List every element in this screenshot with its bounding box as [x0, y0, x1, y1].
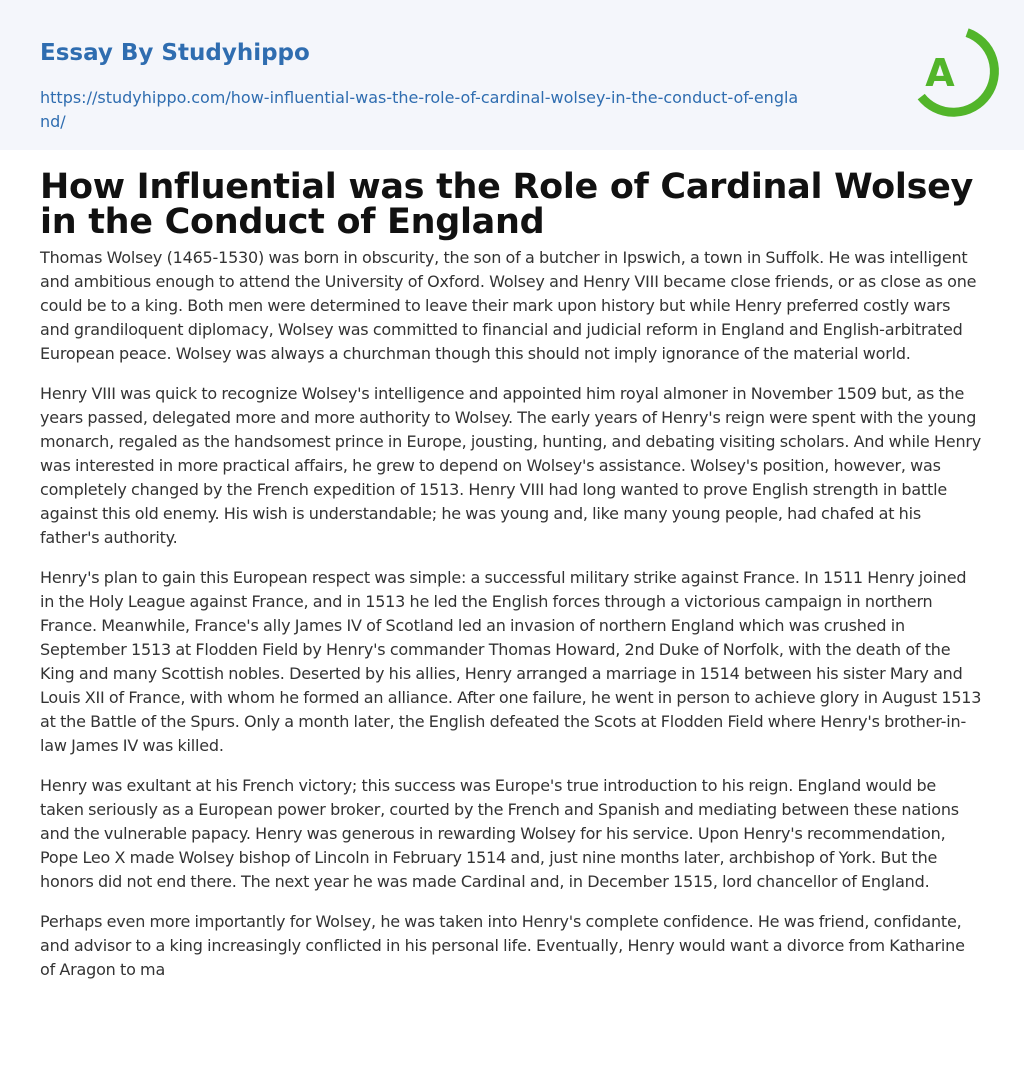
site-header	[0, 0, 1024, 150]
site-brand: Essay By Studyhippo	[40, 40, 310, 66]
studyhippo-logo-icon	[904, 22, 1004, 122]
source-url-link[interactable]: https://studyhippo.com/how-influential-was-the-role-of-cardinal-wolsey-in-the-conduct-of-england/	[40, 88, 799, 131]
article-paragraph: Henry's plan to gain this European respect was simple: a successful military strike against France. In 1511 Henry joined in the Holy League against France, and in 1513 he led the English forces through a victorious campaign in northern France. Meanwhile, France's ally James IV of Scotland led an invasion of northern England which was crushed in September 1513 at Flodden Field by Henry's commander Thomas Howard, 2nd Duke of Norfolk, with the death of the King and many Scottish nobles. Deserted by his allies, Henry arranged a marriage in 1514 between his sister Mary and Louis XII of France, with whom he formed an alliance. After one failure, he went in person to achieve glory in August 1513 at the Battle of the Spurs. Only a month later, the English defeated the Scots at Flodden Field where Henry's brother-in-law James IV was killed.	[40, 568, 982, 755]
article-title: How Influential was the Role of Cardinal Wolsey in the Conduct of England	[40, 167, 974, 242]
article-paragraph: Thomas Wolsey (1465-1530) was born in obscurity, the son of a butcher in Ipswich, a town in Suffolk. He was intelligent and ambitious enough to attend the University of Oxford. Wolsey and Henry VIII became close friends, or as close as one could be to a king. Both men were determined to leave their mark upon history but while Henry preferred costly wars and grandiloquent diplomacy, Wolsey was committed to financial and judicial reform in England and English-arbitrated European peace. Wolsey was always a churchman though this should not imply ignorance of the material world.	[40, 248, 977, 363]
logo-letter: A	[925, 51, 955, 95]
article-body	[0, 150, 1024, 982]
article-paragraph: Perhaps even more importantly for Wolsey, he was taken into Henry's complete confidence. He was friend, confidante, and advisor to a king increasingly conflicted in his personal life. Eventually, Henry would want a divorce from Katharine of Aragon to ma	[40, 912, 965, 979]
article-paragraph: Henry was exultant at his French victory; this success was Europe's true introduction to his reign. England would be taken seriously as a European power broker, courted by the French and Spanish and mediating between these nations and the vulnerable papacy. Henry was generous in rewarding Wolsey for his service. Upon Henry's recommendation, Pope Leo X made Wolsey bishop of Lincoln in February 1514 and, just nine months later, archbishop of York. But the honors did not end there. The next year he was made Cardinal and, in December 1515, lord chancellor of England.	[40, 776, 959, 891]
article-paragraph: Henry VIII was quick to recognize Wolsey's intelligence and appointed him royal almoner in November 1509 but, as the years passed, delegated more and more authority to Wolsey. The early years of Henry's reign were spent with the young monarch, regaled as the handsomest prince in Europe, jousting, hunting, and debating visiting scholars. And while Henry was interested in more practical affairs, he grew to depend on Wolsey's assistance. Wolsey's position, however, was completely changed by the French expedition of 1513. Henry VIII had long wanted to prove English strength in battle against this old enemy. His wish is understandable; he was young and, like many young people, had chafed at his father's authority.	[40, 384, 982, 547]
